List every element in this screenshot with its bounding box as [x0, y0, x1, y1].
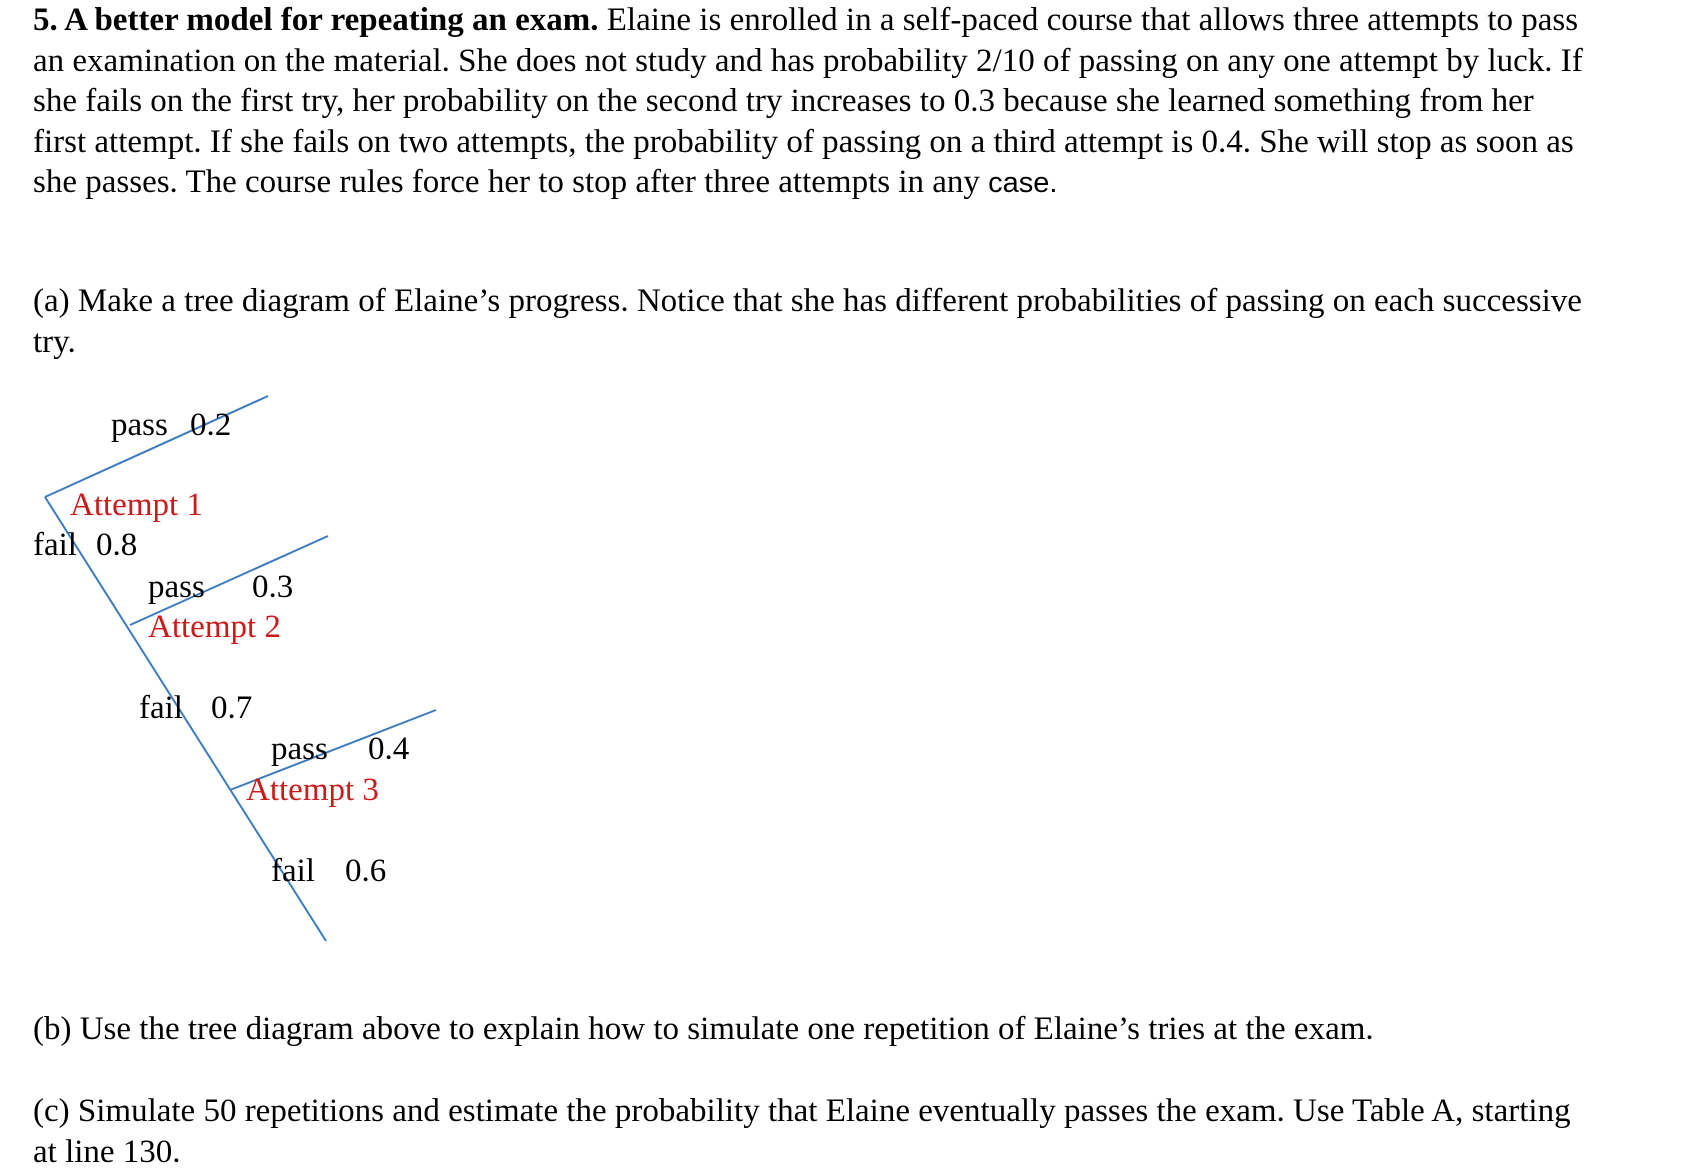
part-a-question: (a) Make a tree diagram of Elaine’s progress. Notice that she has different probabilities of passing on each successive try. — [33, 283, 1582, 360]
attempt2-pass-label: pass — [148, 569, 205, 605]
attempt3-label: Attempt 3 — [246, 772, 379, 808]
problem-body: Elaine is enrolled in a self-paced course that allows three attempts to pass an examination on the material. She does not study and has probability 2/10 of passing on any one attempt by luck. If she fails on the first try, her probability on the second try increases to 0.3 because she learned something from her first attempt. If she fails on two attempts, the probability of passing on a third attempt is 0.4. She will stop as soon as she passes. The course rules force her to stop after three attempts in any — [33, 2, 1583, 200]
attempt1-label: Attempt 1 — [70, 487, 203, 523]
attempt3-pass-label: pass — [271, 731, 328, 767]
attempt1-fail-label: fail — [33, 527, 77, 563]
attempt3-fail-prob: 0.6 — [345, 853, 387, 889]
attempt2-label: Attempt 2 — [148, 609, 281, 645]
attempt1-pass-label: pass — [111, 407, 168, 443]
problem-body-tail: case. — [988, 167, 1058, 199]
part-b-question: (b) Use the tree diagram above to explain how to simulate one repetition of Elaine’s tries at the exam. — [33, 1011, 1374, 1047]
attempt1-fail-prob: 0.8 — [96, 527, 138, 563]
attempt3-fail-label: fail — [271, 853, 315, 889]
part-c-question: (c) Simulate 50 repetitions and estimate the probability that Elaine eventually passes the exam. Use Table A, starting at line 130. — [33, 1093, 1571, 1170]
attempt2-fail-prob: 0.7 — [211, 690, 253, 726]
problem-title: 5. A better model for repeating an exam. — [33, 2, 599, 38]
attempt1-pass-prob: 0.2 — [190, 407, 232, 443]
attempt2-pass-prob: 0.3 — [252, 569, 294, 605]
attempt2-fail-label: fail — [139, 690, 183, 726]
attempt3-pass-prob: 0.4 — [368, 731, 410, 767]
